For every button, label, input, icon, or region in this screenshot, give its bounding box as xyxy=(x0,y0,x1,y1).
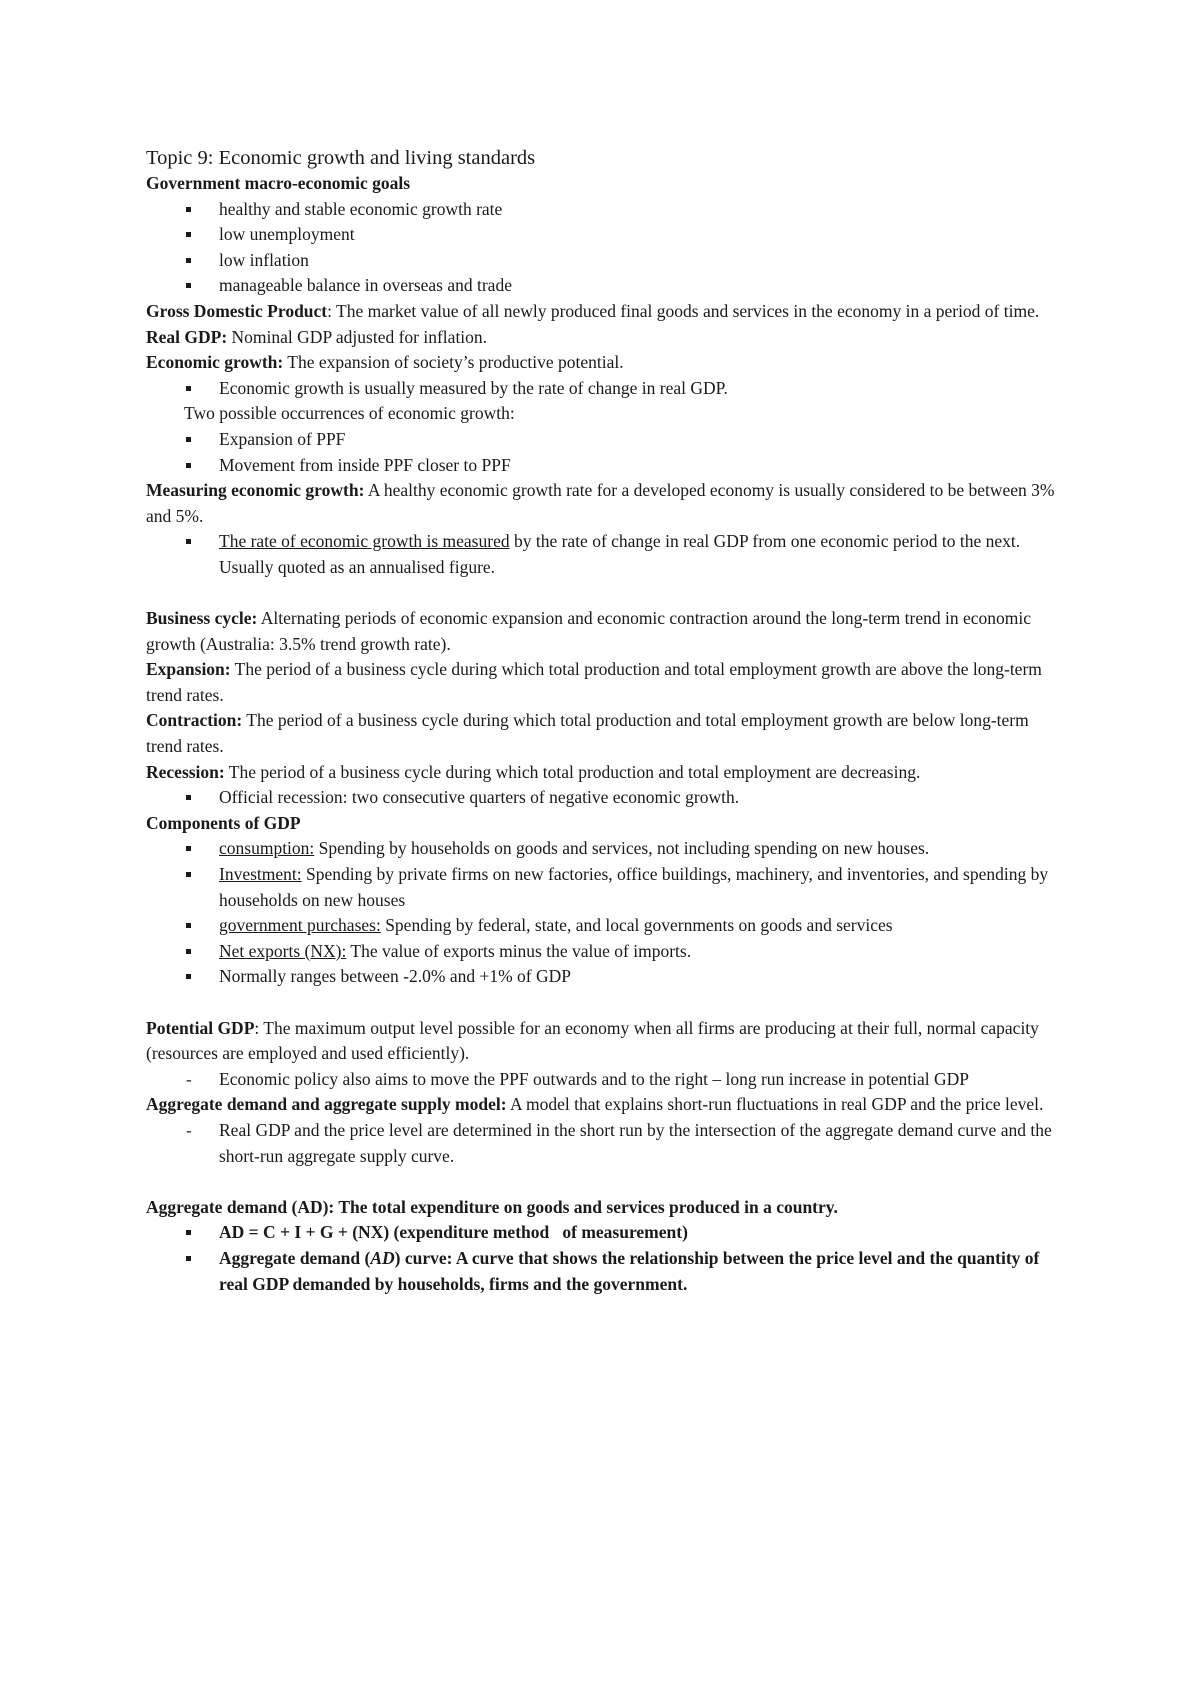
definition-text: Nominal GDP adjusted for inflation. xyxy=(227,326,488,347)
expansion-definition xyxy=(146,657,1060,708)
dash-icon: - xyxy=(186,1069,192,1089)
aggregate-demand-definition xyxy=(146,1195,1060,1221)
list-item: healthy and stable economic growth rate xyxy=(146,197,1060,223)
bullet-icon xyxy=(186,785,206,811)
components-list xyxy=(146,836,1060,990)
list-item: Aggregate demand (AD) curve: A curve that shows the relationship between the price level and the quantity of real GDP demanded by households, firms and the government. xyxy=(146,1246,1060,1297)
definition-text: The expansion of society’s productive potential. xyxy=(283,352,624,373)
bullet-icon xyxy=(186,197,206,223)
bullet-icon xyxy=(186,376,206,402)
definition-text: : The maximum output level possible for an economy when all firms are producing at their full, normal capacity (resources are employed and used efficiently). xyxy=(146,1017,1039,1064)
bullet-icon xyxy=(186,836,206,862)
recession-definition xyxy=(146,760,1060,786)
term: Expansion: xyxy=(146,659,231,680)
measuring-growth-definition xyxy=(146,478,1060,529)
bullet-icon xyxy=(186,1246,206,1272)
definition-text: The total expenditure on goods and services produced in a country. xyxy=(334,1196,838,1217)
goals-list xyxy=(146,197,1060,299)
bullet-icon xyxy=(186,273,206,299)
term: Recession: xyxy=(146,761,225,782)
bullet-icon xyxy=(186,529,206,555)
contraction-definition xyxy=(146,708,1060,759)
definition-text: A model that explains short-run fluctuations in real GDP and the price level. xyxy=(506,1094,1044,1115)
list-item: Net exports (NX): The value of exports minus the value of imports. xyxy=(146,939,1060,965)
list-item: Movement from inside PPF closer to PPF xyxy=(146,453,1060,479)
occurrences-intro: Two possible occurrences of economic growth: xyxy=(184,403,515,424)
bullet-icon xyxy=(186,222,206,248)
bullet-icon xyxy=(186,453,206,479)
list-item: low unemployment xyxy=(146,222,1060,248)
bullet-icon xyxy=(186,1220,206,1246)
list-item: government purchases: Spending by federal, state, and local governments on goods and services xyxy=(146,913,1060,939)
dash-icon: - xyxy=(186,1120,192,1140)
definition-text: : The market value of all newly produced final goods and services in the economy in a period of time. xyxy=(327,300,1040,321)
term: Contraction: xyxy=(146,710,243,731)
list-item: - Real GDP and the price level are determined in the short run by the intersection of the aggregate demand curve and the short-run aggregate supply curve. xyxy=(186,1119,1052,1166)
list-item: low inflation xyxy=(146,248,1060,274)
definition-text: The period of a business cycle during which total production and total employment growth are above the long-term trend rates. xyxy=(146,659,1042,705)
bullet-icon xyxy=(186,939,206,965)
definition-text: Alternating periods of economic expansion and economic contraction around the long-term trend in economic growth (Australia: 3.5% trend growth rate). xyxy=(146,608,1031,654)
bullet-icon xyxy=(186,248,206,274)
list-item: manageable balance in overseas and trade xyxy=(146,273,1060,299)
list-item: consumption: Spending by households on goods and services, not including spending on new houses. xyxy=(146,836,1060,862)
list-item: Official recession: two consecutive quarters of negative economic growth. xyxy=(146,785,1060,811)
business-cycle-definition xyxy=(146,606,1060,657)
list-item: Normally ranges between -2.0% and +1% of GDP xyxy=(146,964,1060,990)
definition-text: The period of a business cycle during which total production and total employment are decreasing. xyxy=(224,761,921,782)
potential-gdp-definition xyxy=(146,1016,1060,1067)
term: Measuring economic growth: xyxy=(146,480,365,501)
bullet-icon xyxy=(186,913,206,939)
term: Economic growth: xyxy=(146,352,284,373)
term: Real GDP: xyxy=(146,326,228,347)
gdp-definition xyxy=(146,299,1060,325)
term: Business cycle: xyxy=(146,608,258,629)
bullet-icon xyxy=(186,427,206,453)
bullet-icon xyxy=(186,964,206,990)
goals-heading: Government macro-economic goals xyxy=(146,173,411,193)
term: Aggregate demand (AD): xyxy=(146,1196,335,1217)
list-item: Expansion of PPF xyxy=(146,427,1060,453)
real-gdp-definition xyxy=(146,325,1060,351)
definition-text: The period of a business cycle during which total production and total employment growth are below long-term trend rates. xyxy=(146,710,1029,757)
term: Aggregate demand and aggregate supply model: xyxy=(146,1094,507,1115)
list-item: The rate of economic growth is measured by the rate of change in real GDP from one economic period to the next. Usually quoted as an annualised figure. xyxy=(146,529,1060,580)
economic-growth-definition xyxy=(146,350,1060,376)
page-title: Topic 9: Economic growth and living standards xyxy=(146,147,536,169)
term: Gross Domestic Product xyxy=(146,300,328,321)
list-item: - Economic policy also aims to move the PPF outwards and to the right – long run increase in potential GDP xyxy=(146,1067,1060,1093)
list-item: Investment: Spending by private firms on new factories, office buildings, machinery, and inventories, and spending by households on new houses xyxy=(146,862,1060,913)
definition-text: A healthy economic growth rate for a developed economy is usually considered to be between 3% and 5%. xyxy=(146,480,1055,526)
components-heading: Components of GDP xyxy=(146,812,301,833)
document-body xyxy=(146,171,1060,1297)
bullet-icon xyxy=(186,862,206,888)
term: Potential GDP xyxy=(146,1017,255,1038)
list-item: Economic growth is usually measured by the rate of change in real GDP. xyxy=(146,376,1060,402)
list-item: AD = C + I + G + (NX) (expenditure method of measurement) xyxy=(146,1220,1060,1246)
adas-model-definition xyxy=(146,1092,1060,1118)
